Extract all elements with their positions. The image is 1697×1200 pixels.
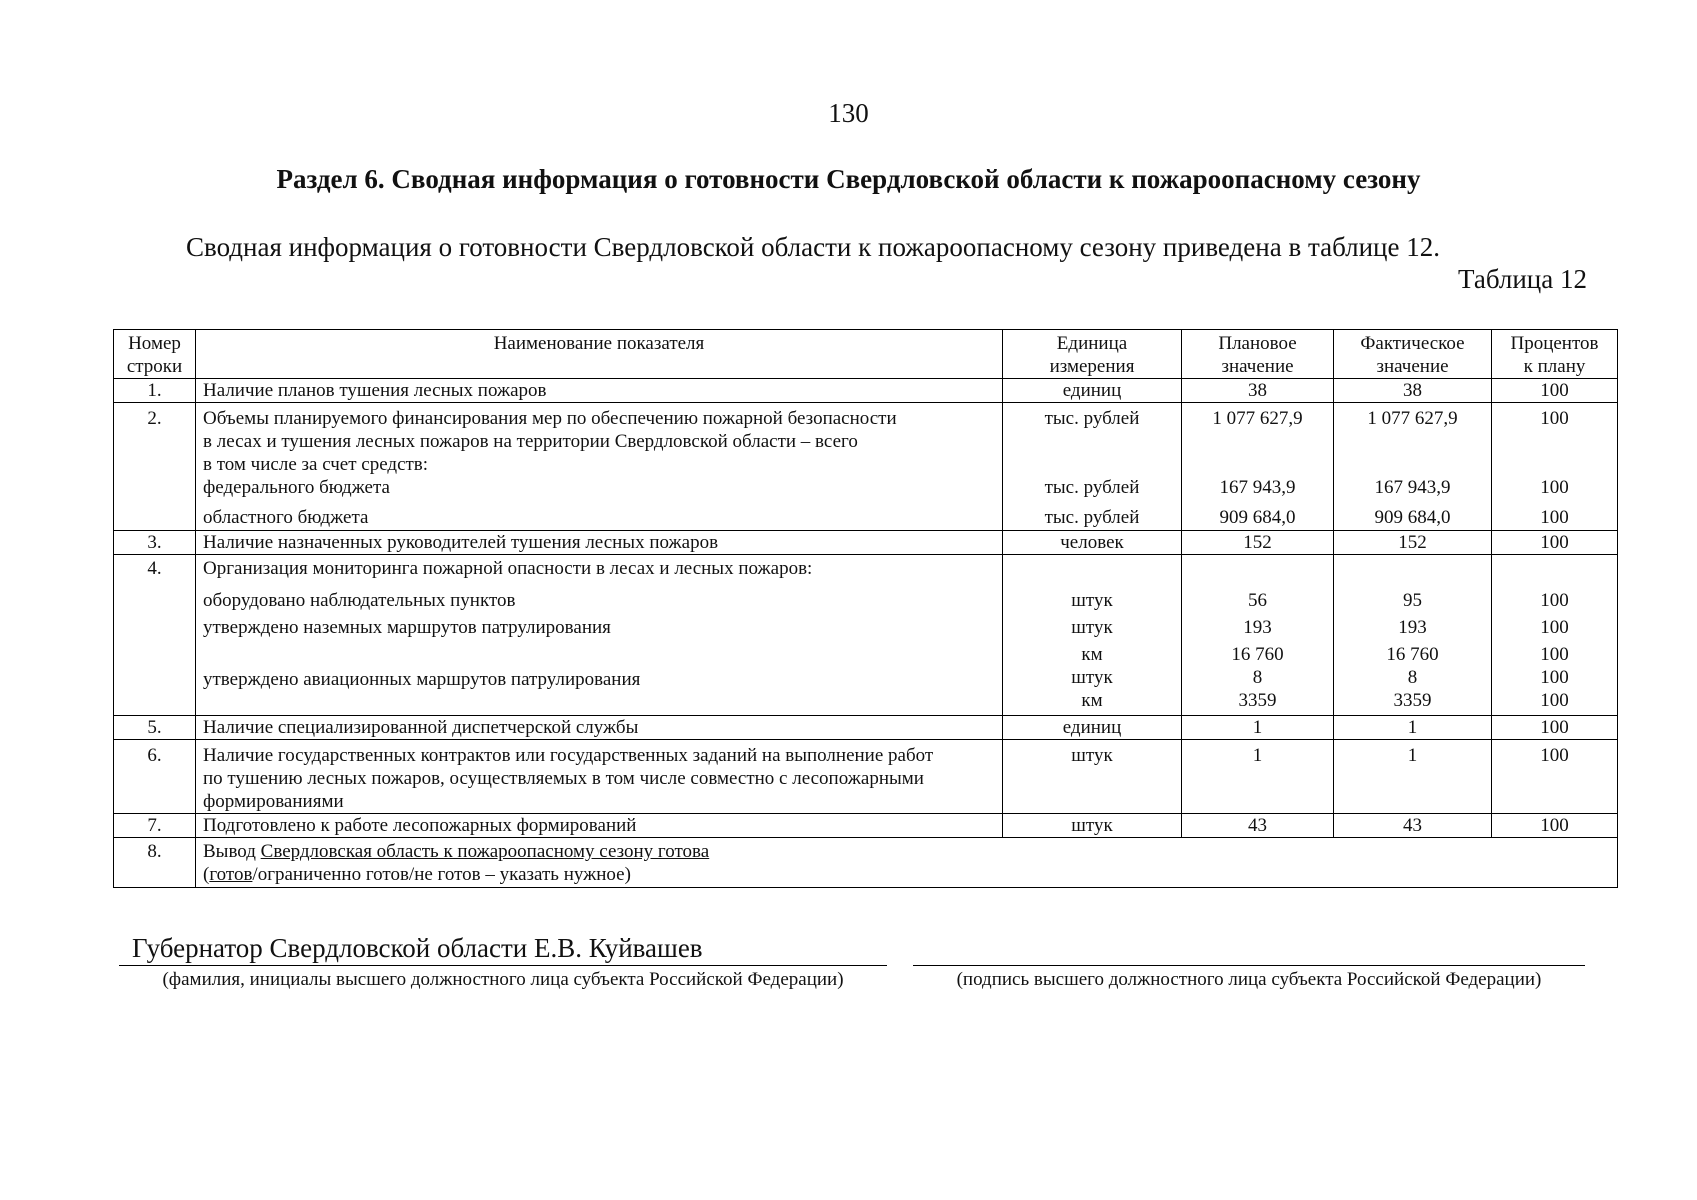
row-number: 6. bbox=[114, 740, 196, 814]
header-plan bbox=[1182, 330, 1334, 379]
row-pct: 100 bbox=[1492, 531, 1618, 555]
header-pct-line: Процентов bbox=[1510, 333, 1599, 354]
sub-item-pct: 100 bbox=[1540, 590, 1569, 611]
sub-item-unit: тыс. рублей bbox=[1044, 507, 1140, 528]
header-num bbox=[114, 330, 196, 379]
conclusion-options bbox=[203, 863, 1610, 886]
row-unit bbox=[1003, 403, 1182, 531]
row-name bbox=[196, 555, 1003, 716]
header-plan-line: значение bbox=[1221, 356, 1294, 377]
signatory-name: Губернатор Свердловской области Е.В. Куйвашев bbox=[132, 933, 703, 963]
row-number: 5. bbox=[114, 716, 196, 740]
sub-item-fact: 95 bbox=[1403, 590, 1422, 611]
sub-item-pct: 100 bbox=[1540, 690, 1569, 711]
sub-item-fact: 3359 bbox=[1393, 690, 1432, 711]
spacer bbox=[1341, 430, 1484, 476]
row-plan bbox=[1182, 555, 1334, 716]
conclusion-line bbox=[203, 840, 1610, 863]
row-pct: 100 bbox=[1492, 716, 1618, 740]
intro-paragraph: Сводная информация о готовности Свердловской области к пожароопасному сезону приведена в таблице 12. bbox=[186, 232, 1440, 262]
table-row bbox=[114, 716, 1618, 740]
sub-item-unit: тыс. рублей bbox=[1044, 477, 1140, 498]
row-fact: 1 bbox=[1334, 740, 1492, 814]
row-plan-value: 1 077 627,9 bbox=[1212, 408, 1303, 429]
header-fact-line: Фактическое bbox=[1360, 333, 1465, 354]
header-unit-line: Единица bbox=[1056, 333, 1128, 354]
section-title: Раздел 6. Сводная информация о готовности Свердловской области к пожароопасному сезону bbox=[276, 164, 1421, 194]
sub-item-fact: 167 943,9 bbox=[1374, 477, 1451, 498]
name-line bbox=[119, 965, 887, 966]
row-pct: 100 bbox=[1492, 814, 1618, 838]
sub-item-fact: 16 760 bbox=[1386, 644, 1439, 665]
row-fact: 1 bbox=[1334, 716, 1492, 740]
spacer bbox=[1499, 557, 1610, 580]
row-name-line: Наличие государственных контрактов или государственных заданий на выполнение работ bbox=[203, 745, 934, 766]
row-fact bbox=[1334, 555, 1492, 716]
table-row bbox=[114, 531, 1618, 555]
sub-item-name: утверждено наземных маршрутов патрулирования bbox=[203, 617, 611, 638]
sub-item-pct: 100 bbox=[1540, 667, 1569, 688]
table-header-row bbox=[114, 330, 1618, 379]
sub-item-fact: 8 bbox=[1407, 667, 1418, 688]
row-unit: человек bbox=[1003, 531, 1182, 555]
row-fact: 152 bbox=[1334, 531, 1492, 555]
row-unit: штук bbox=[1003, 814, 1182, 838]
header-plan-line: Плановое bbox=[1218, 333, 1297, 354]
header-num-line: Номер bbox=[128, 333, 181, 354]
signature-line bbox=[913, 965, 1585, 966]
header-fact-line: значение bbox=[1376, 356, 1449, 377]
sub-item-pct: 100 bbox=[1540, 507, 1569, 528]
row-pct bbox=[1492, 403, 1618, 531]
row-fact bbox=[1334, 403, 1492, 531]
table-row bbox=[114, 403, 1618, 531]
sub-item-fact: 909 684,0 bbox=[1374, 507, 1451, 528]
sub-item-name: утверждено авиационных маршрутов патрулирования bbox=[203, 669, 641, 690]
table-row bbox=[114, 740, 1618, 814]
row-name: Наличие назначенных руководителей тушения лесных пожаров bbox=[196, 531, 1003, 555]
sub-item-plan: 16 760 bbox=[1231, 644, 1284, 665]
row-plan bbox=[1182, 403, 1334, 531]
row-name bbox=[196, 403, 1003, 531]
sub-item-unit: штук bbox=[1071, 617, 1113, 638]
row-fact: 38 bbox=[1334, 379, 1492, 403]
header-unit bbox=[1003, 330, 1182, 379]
sub-item-plan: 167 943,9 bbox=[1219, 477, 1296, 498]
row-number: 4. bbox=[114, 555, 196, 716]
row-unit-value: тыс. рублей bbox=[1044, 408, 1140, 429]
spacer bbox=[1189, 430, 1326, 476]
sub-item-unit: км bbox=[1081, 690, 1103, 711]
row-name-line: формированиями bbox=[203, 791, 344, 812]
spacer bbox=[1189, 557, 1326, 580]
sub-item-unit: штук bbox=[1071, 667, 1113, 688]
spacer bbox=[1010, 430, 1174, 476]
row-unit: штук bbox=[1003, 740, 1182, 814]
sub-item-fact: 193 bbox=[1398, 617, 1427, 638]
sub-item-plan: 8 bbox=[1252, 667, 1263, 688]
conclusion-cell bbox=[196, 838, 1618, 888]
spacer bbox=[1010, 557, 1174, 580]
sub-item-pct: 100 bbox=[1540, 644, 1569, 665]
row-name: Подготовлено к работе лесопожарных формирований bbox=[196, 814, 1003, 838]
row-fact-value: 1 077 627,9 bbox=[1367, 408, 1458, 429]
row-unit: единиц bbox=[1003, 716, 1182, 740]
row-plan: 1 bbox=[1182, 740, 1334, 814]
row-number: 8. bbox=[114, 838, 196, 888]
row-number: 1. bbox=[114, 379, 196, 403]
row-number: 2. bbox=[114, 403, 196, 531]
row-name-line: в том числе за счет средств: bbox=[203, 454, 429, 475]
row-plan: 152 bbox=[1182, 531, 1334, 555]
sub-item-pct: 100 bbox=[1540, 617, 1569, 638]
table-caption: Таблица 12 bbox=[1458, 264, 1587, 294]
conclusion-value: Свердловская область к пожароопасному сезону готова bbox=[260, 841, 710, 862]
summary-table bbox=[113, 329, 1618, 888]
row-name-line: по тушению лесных пожаров, осуществляемых в том числе совместно с лесопожарными bbox=[203, 768, 924, 789]
row-pct-value: 100 bbox=[1540, 408, 1569, 429]
page-number: 130 bbox=[828, 98, 869, 128]
sub-item-name: федерального бюджета bbox=[203, 477, 390, 498]
row-name-line: Организация мониторинга пожарной опасности в лесах и лесных пожаров: bbox=[203, 558, 813, 579]
row-plan: 1 bbox=[1182, 716, 1334, 740]
header-num-line: строки bbox=[126, 356, 183, 377]
table-row bbox=[114, 555, 1618, 716]
sub-item-name: оборудовано наблюдательных пунктов bbox=[203, 590, 516, 611]
row-pct: 100 bbox=[1492, 740, 1618, 814]
row-name: Наличие планов тушения лесных пожаров bbox=[196, 379, 1003, 403]
row-unit bbox=[1003, 555, 1182, 716]
sub-item-unit: км bbox=[1081, 644, 1103, 665]
row-pct: 100 bbox=[1492, 379, 1618, 403]
row-plan: 38 bbox=[1182, 379, 1334, 403]
sub-item-pct: 100 bbox=[1540, 477, 1569, 498]
row-number: 3. bbox=[114, 531, 196, 555]
row-fact: 43 bbox=[1334, 814, 1492, 838]
sub-item-unit: штук bbox=[1071, 590, 1113, 611]
header-pct-line: к плану bbox=[1523, 356, 1586, 377]
table-row bbox=[114, 838, 1618, 888]
sub-item-plan: 3359 bbox=[1238, 690, 1277, 711]
spacer bbox=[1499, 430, 1610, 476]
row-name-line: Объемы планируемого финансирования мер по обеспечению пожарной безопасности bbox=[203, 408, 897, 429]
sub-item-plan: 56 bbox=[1248, 590, 1267, 611]
options-open: ( bbox=[203, 864, 210, 885]
header-name-line: Наименование показателя bbox=[493, 333, 705, 354]
sub-item-plan: 193 bbox=[1243, 617, 1272, 638]
row-unit: единиц bbox=[1003, 379, 1182, 403]
row-plan: 43 bbox=[1182, 814, 1334, 838]
options-rest: /ограниченно готов/не готов – указать нужное) bbox=[252, 864, 631, 885]
signature-caption: (подпись высшего должностного лица субъекта Российской Федерации) bbox=[956, 969, 1542, 990]
row-name: Наличие специализированной диспетчерской службы bbox=[196, 716, 1003, 740]
header-fact bbox=[1334, 330, 1492, 379]
sub-item-plan: 909 684,0 bbox=[1219, 507, 1296, 528]
options-selected: готов bbox=[209, 864, 253, 885]
table-row bbox=[114, 814, 1618, 838]
table-row bbox=[114, 379, 1618, 403]
conclusion-prefix: Вывод bbox=[203, 841, 261, 862]
name-caption: (фамилия, инициалы высшего должностного лица субъекта Российской Федерации) bbox=[162, 969, 844, 990]
spacer bbox=[1341, 557, 1484, 580]
row-name-line: в лесах и тушения лесных пожаров на территории Свердловской области – всего bbox=[203, 431, 858, 452]
header-name bbox=[196, 330, 1003, 379]
header-unit-line: измерения bbox=[1049, 356, 1135, 377]
row-name bbox=[196, 740, 1003, 814]
row-pct bbox=[1492, 555, 1618, 716]
row-number: 7. bbox=[114, 814, 196, 838]
sub-item-name: областного бюджета bbox=[203, 507, 369, 528]
header-pct bbox=[1492, 330, 1618, 379]
